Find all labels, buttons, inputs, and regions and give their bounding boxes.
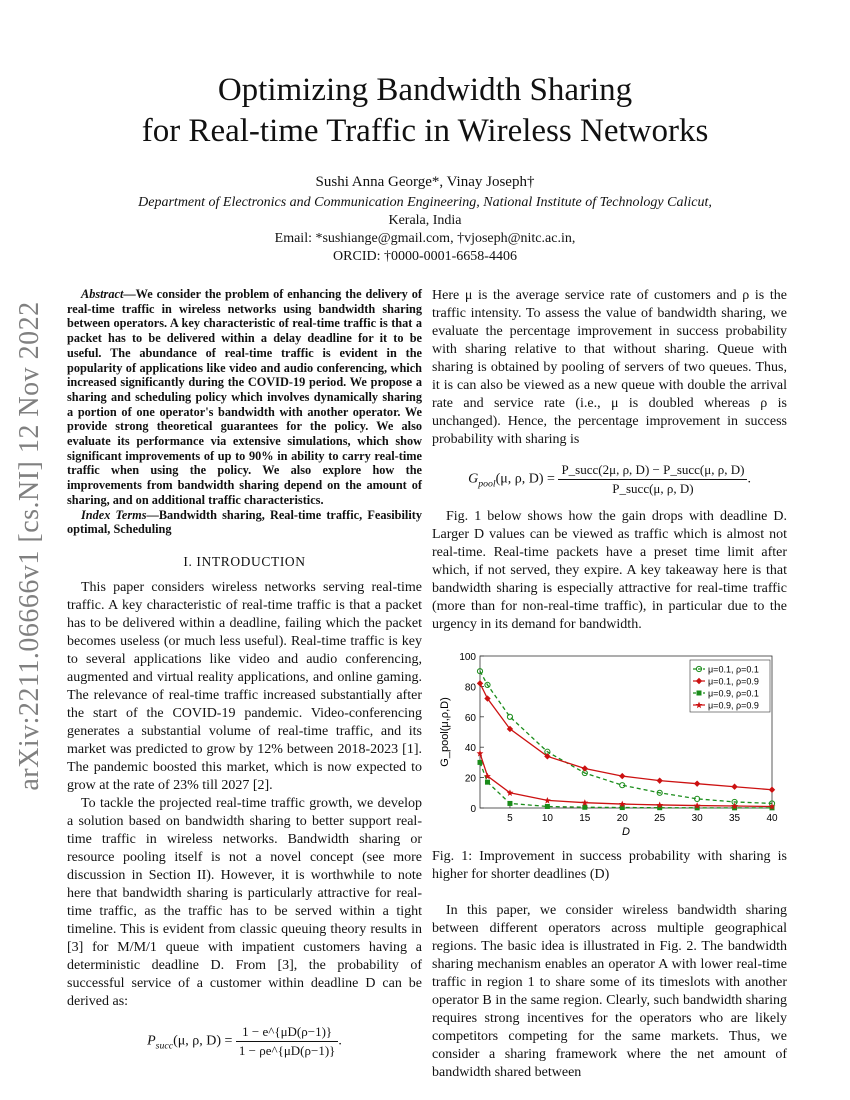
abstract-text: —We consider the problem of enhancing the delivery of real-time traffic in wireless networks using bandwidth sharing between operators. A key characteristic of real-time traffic is that a packet has to be delivered within a delay deadline for it to be useful. The abundance of real-time traffic is evident in the popularity of applications like video and audio conferencing, which increased significantly during the COVID-19 period. We propose a sharing and scheduling policy which involves dynamically sharing a portion of one operator's bandwidth with another operator. We provide strong theoretical guarantees for the policy. We also evaluate its performance via extensive simulations, which show significant improvements of up to 90% in ability to carry real-time traffic when using the policy. We also explore how the improvements from bandwidth sharing depend on the amount of sharing, and on additional traffic characteristics.: [67, 287, 422, 507]
affiliation-line-1: Department of Electronics and Communication Engineering, National Institute of Technology Calicut,: [138, 195, 712, 210]
right-paragraph-1: Here μ is the average service rate of customers and ρ is the traffic intensity. To assess the value of bandwidth sharing, we evaluate the percentage improvement in success probability with sharing relative to that without sharing. Queue with sharing is obtained by pooling of servers of two queues. Thus, it is can also be viewed as a new queue with double the arrival rate and service rate (i.e., μ is doubled whereas ρ is unchanged). Hence, the percentage improvement in success probability with sharing is: [432, 288, 787, 447]
email-line: Email: *sushiange@gmail.com, †vjoseph@nitc.ac.in,: [274, 231, 576, 246]
equation-psucc: $P_{succ}(\mu$, ρ, D) = $\frac{1 - e\^{}\{\mu D(\rho-1)\}}{1 - \rho e\^{}\{\mu D(\rho-1)\}}$ .: [147, 1023, 342, 1058]
data-point: [485, 780, 490, 785]
y-tick-label: 40: [464, 743, 476, 755]
arxiv-stamp: arXiv:2211.06666v1 [cs.NI] 12 Nov 2022: [14, 301, 45, 791]
x-tick-label: 30: [691, 813, 703, 824]
eq2-args: (μ, ρ, D) =: [495, 471, 555, 487]
data-point: [545, 804, 550, 809]
affiliation-line-2: Kerala, India: [388, 213, 462, 228]
x-tick-label: 25: [654, 813, 666, 824]
eq1-sub: succ: [155, 1040, 174, 1052]
left-column: [67, 287, 422, 1070]
index-terms-label: Index Terms: [81, 507, 147, 522]
legend-entry: μ=0.1, ρ=0.9: [708, 676, 759, 687]
eq2-denominator: P_succ(μ, ρ, D): [612, 481, 694, 496]
eq2-fraction: [558, 461, 747, 498]
equation-gpool: $G_{pool}(\mu$, ρ, D) = $\frac{\text{P\_succ(2μ, ρ, D) − P\_succ(μ, ρ, D)}}{\text{P\_succ(μ, ρ, D)}}$ .: [468, 462, 751, 496]
orcid-line: ORCID: †0000-0001-6658-4406: [333, 249, 517, 264]
figure-1: [432, 648, 787, 838]
index-terms-text: —Bandwidth sharing, Real-time traffic, Feasibility optimal, Scheduling: [67, 507, 422, 537]
x-tick-label: 35: [729, 813, 741, 824]
eq1-denominator: 1 − ρe^{μD(ρ−1)}: [238, 1042, 336, 1058]
figure-1-chart: [432, 648, 787, 838]
x-tick-label: 40: [766, 813, 778, 824]
x-axis-label: D: [622, 826, 630, 838]
eq1-args: (μ, ρ, D) =: [173, 1033, 233, 1049]
y-tick-label: 60: [464, 712, 476, 724]
x-tick-label: 5: [507, 813, 513, 824]
abstract: [67, 287, 422, 508]
x-tick-label: 20: [616, 813, 628, 824]
y-tick-label: 80: [464, 682, 476, 694]
authors: Sushi Anna George*, Vinay Joseph†: [315, 174, 535, 190]
y-tick-label: 0: [470, 804, 476, 815]
eq1-numerator: 1 − e^{μD(ρ−1)}: [236, 1023, 339, 1042]
right-paragraph-3: In this paper, we consider wireless bandwidth sharing between different operators across multiple geographical regions. The basic idea is illustrated in Fig. 2. The bandwidth sharing mechanism enables an operator A with lower real-time traffic in region 1 to share some of its timeslots with another operator B in the same region. Clearly, such bandwidth sharing requires strong incentives for the operators who are likely competitors competing for the same markets. Thus, we consider a sharing framework where the net amount of bandwidth shared between: [432, 903, 787, 1080]
right-paragraph-2: Fig. 1 below shows how the gain drops with deadline D. Larger D values can be viewed as traffic which is almost not real-time. Real-time packets have a preset time limit after which, if not served, they expire. A key takeaway here is that bandwidth sharing is especially attractive for real-time traffic (more than for non-real-time traffic), in particular due to the urgency in its demand for bandwidth.: [432, 509, 787, 632]
figure-1-caption: Fig. 1: Improvement in success probability with sharing is higher for shorter deadlines (D): [432, 849, 787, 882]
y-tick-label: 20: [464, 773, 476, 785]
right-column: [432, 287, 787, 1082]
title-line-2: for Real-time Traffic in Wireless Networks: [141, 113, 709, 149]
section-heading-introduction: I. INTRODUCTION: [183, 553, 306, 569]
index-terms: [67, 508, 422, 537]
y-axis-label: G_pool(μ,ρ,D): [439, 697, 451, 767]
eq1-lhs: P: [147, 1033, 156, 1049]
legend-entry: μ=0.9, ρ=0.1: [708, 688, 759, 699]
abstract-label: Abstract: [81, 287, 124, 301]
eq2-lhs: G: [468, 471, 479, 487]
eq2-numerator: P_succ(2μ, ρ, D) − P_succ(μ, ρ, D): [558, 461, 747, 480]
eq2-sub: pool: [478, 478, 496, 490]
data-point: [507, 801, 512, 806]
x-tick-label: 15: [579, 813, 591, 824]
x-tick-label: 10: [541, 813, 553, 824]
eq1-fraction: [236, 1023, 339, 1060]
legend-entry: μ=0.9, ρ=0.9: [708, 700, 759, 711]
paper-title: [90, 70, 760, 152]
y-tick-label: 100: [459, 652, 476, 663]
intro-paragraph-1: This paper considers wireless networks serving real-time traffic. A key characteristic of real-time traffic is that a packet has to be delivered within a deadline, failing which the packet becomes useless (or much less useful). Real-time traffic is key to several applications like video and audio conferencing, augmented and virtual reality applications, and online gaming. The relevance of real-time traffic increased substantially after the start of the COVID-19 pandemic. Video-conferencing generates a substantial volume of real-time traffic, and its market was predicted to grow by 12% between 2018-2023 [1]. The pandemic boosted this market, which is now expected to grow at the rate of 23% till 2027 [2].: [67, 579, 422, 793]
title-block: [90, 70, 760, 266]
intro-paragraph-2: To tackle the projected real-time traffic growth, we develop a solution based on bandwidth sharing to better support real-time traffic in wireless networks. Bandwidth sharing or resource pooling itself is not a novel concept (see more discussion in Section II). However, it is worthwhile to note here that bandwidth sharing is particularly attractive for real-time traffic, as the traffic has to be served within a tight timeline. This is evident from classic queuing theory results in [3] for M/M/1 queue with impatient customers having a deterministic deadline D. From [3], the probability of successful service of a customer within deadline D can be derived as:: [67, 795, 422, 1009]
title-line-1: Optimizing Bandwidth Sharing: [217, 72, 633, 108]
data-point: [697, 691, 702, 696]
legend-entry: μ=0.1, ρ=0.1: [708, 664, 759, 675]
